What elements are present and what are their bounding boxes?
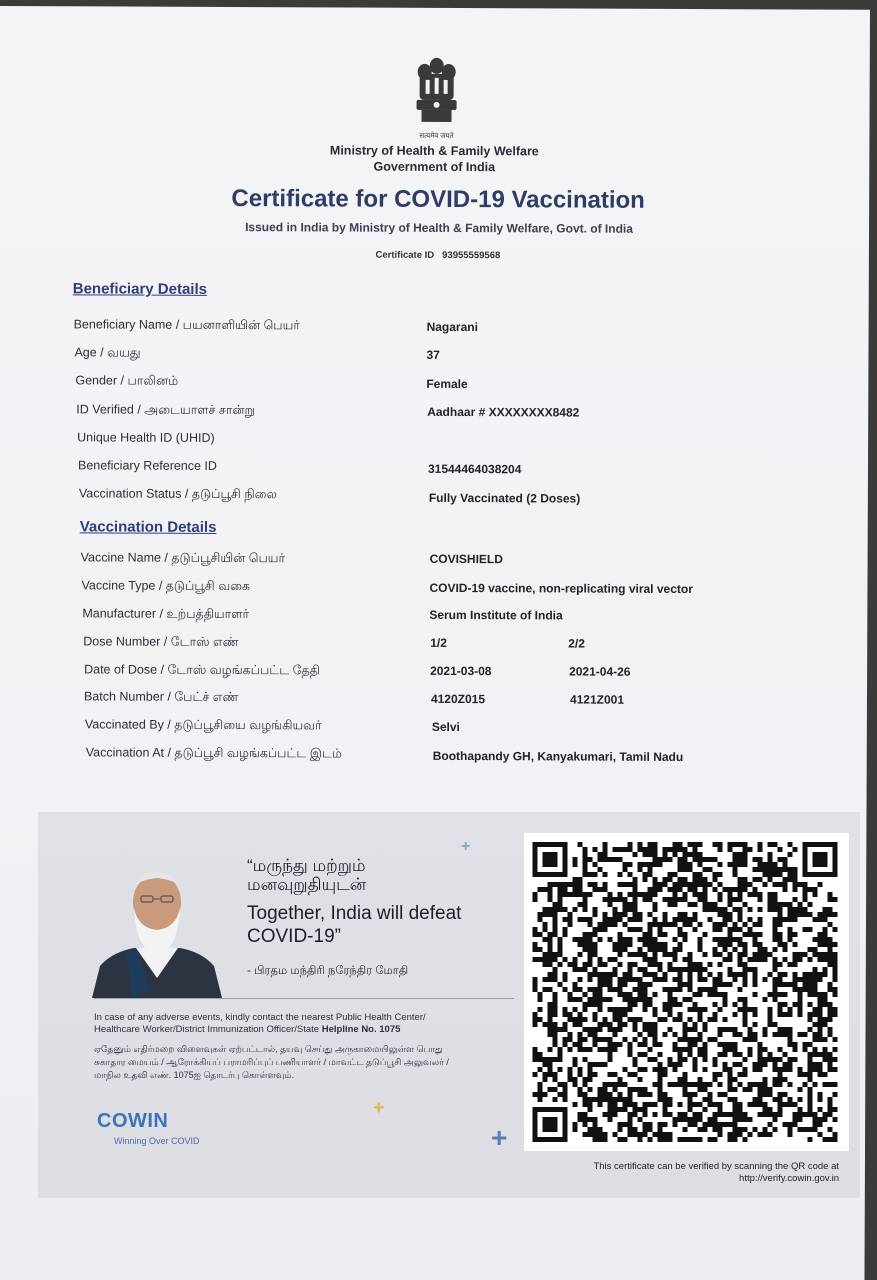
beneficiary-name-value: Nagarani — [426, 319, 478, 335]
dose-number-1-value: 1/2 — [430, 635, 447, 650]
vaccinated-by-label: Vaccinated By / தடுப்பூசியை வழங்கியவர் — [84, 717, 322, 733]
uhid-label: Unique Health ID (UHID) — [77, 430, 215, 445]
cowin-logo: COWIN — [97, 1110, 169, 1132]
plus-decoration-icon: + — [373, 1097, 385, 1119]
certificate-id — [0, 248, 877, 263]
date-of-dose-label: Date of Dose / டோஸ் வழங்கப்பட்ட தேதி — [84, 662, 320, 678]
beneficiary-name-label: Beneficiary Name / பயனாளியின் பெயர் — [73, 317, 300, 333]
verification-text: This certificate can be verified by scanning the QR code at — [593, 1161, 839, 1172]
plus-decoration-icon: + — [461, 838, 471, 855]
quote-english-line: COVID-19” — [247, 926, 341, 948]
gender-label: Gender / பாலினம் — [75, 373, 179, 388]
notice-text: Healthcare Worker/District Immunization Officer/State — [94, 1024, 322, 1036]
batch-number-1-value: 4120Z015 — [430, 691, 486, 707]
id-verified-value: Aadhaar # XXXXXXXX8482 — [427, 404, 580, 420]
helpline-number: Helpline No. 1075 — [321, 1024, 401, 1036]
plus-decoration-icon: + — [491, 1122, 508, 1153]
age-label: Age / வயது — [74, 345, 141, 360]
verification-note — [500, 1161, 839, 1185]
certificate-id-value: 93955559568 — [442, 249, 501, 262]
vaccinated-by-value: Selvi — [431, 719, 460, 735]
vaccination-at-value: Boothapandy GH, Kanyakumari, Tamil Nadu — [432, 748, 684, 764]
cowin-tagline: Winning Over COVID — [114, 1136, 200, 1146]
dose-number-label: Dose Number / டோஸ் எண் — [83, 634, 239, 650]
id-verified-label: ID Verified / அடையாளச் சான்று — [76, 402, 255, 418]
government-name: Government of India — [373, 159, 496, 175]
quote-attribution: - பிரதம மந்திரி நரேந்திர மோதி — [247, 965, 409, 977]
batch-number-label: Batch Number / பேட்ச் எண் — [83, 689, 239, 705]
age-value: 37 — [426, 347, 440, 362]
national-emblem-icon — [411, 56, 461, 142]
dose-number-2-value: 2/2 — [568, 636, 585, 651]
gender-value: Female — [426, 376, 468, 392]
vaccine-type-value: COVID-19 vaccine, non-replicating viral vector — [429, 580, 693, 597]
qr-code[interactable] — [532, 842, 838, 1142]
quote-tamil-line: “மருந்து மற்றும் — [247, 856, 366, 875]
vaccine-type-label: Vaccine Type / தடுப்பூசி வகை — [81, 578, 251, 594]
notice-line — [94, 1024, 514, 1036]
reference-id-label: Beneficiary Reference ID — [77, 458, 217, 473]
date-of-dose-1-value: 2021-03-08 — [430, 663, 492, 679]
beneficiary-details-heading: Beneficiary Details — [72, 280, 208, 298]
prime-minister-portrait — [92, 870, 222, 998]
certificate-id-label: Certificate ID — [375, 249, 435, 261]
adverse-events-notice — [94, 1012, 514, 1037]
divider — [94, 998, 514, 999]
certificate-title: Certificate for COVID-19 Vaccination — [231, 185, 645, 214]
verification-url: http://verify.cowin.gov.in — [739, 1172, 839, 1184]
quote-english — [247, 902, 507, 949]
adverse-events-notice-tamil — [94, 1043, 514, 1082]
quote-tamil-line: மனவுறுதியுடன் — [247, 875, 367, 895]
vaccine-name-value: COVISHIELD — [429, 551, 503, 567]
emblem-caption: सत्यमेव जयते — [419, 132, 454, 140]
quote-tamil — [247, 856, 507, 894]
date-of-dose-2-value: 2021-04-26 — [569, 664, 631, 679]
notice-tamil-line: ஏதேனும் எதிர்மறை விளைவுகள் ஏற்பட்டால், தயவு செய்து அருகாமையிலுள்ள பொது — [94, 1044, 443, 1054]
vaccination-at-label: Vaccination At / தடுப்பூசி வழங்கப்பட்ட இடம் — [85, 745, 343, 761]
vaccine-name-label: Vaccine Name / தடுப்பூசியின் பெயர் — [80, 550, 286, 566]
vaccination-status-label: Vaccination Status / தடுப்பூசி நிலை — [78, 486, 277, 502]
notice-line: In case of any adverse events, kindly contact the nearest Public Health Center/ — [94, 1012, 426, 1023]
manufacturer-label: Manufacturer / உற்பத்தியாளர் — [82, 606, 250, 622]
manufacturer-value: Serum Institute of India — [429, 607, 563, 623]
notice-tamil-line: மாநில உதவி எண். 1075ஐ தொடர்பு கொள்ளவும். — [94, 1070, 295, 1081]
issued-by: Issued in India by Ministry of Health & Family Welfare, Govt. of India — [245, 220, 633, 236]
quote-english-line: Together, India will defeat — [247, 903, 462, 924]
reference-id-value: 31544464038204 — [427, 461, 522, 477]
vaccination-details-heading: Vaccination Details — [79, 518, 217, 536]
vaccination-status-value: Fully Vaccinated (2 Doses) — [428, 490, 581, 506]
ministry-name: Ministry of Health & Family Welfare — [329, 143, 539, 159]
batch-number-2-value: 4121Z001 — [569, 692, 625, 707]
notice-tamil-line: சுகாதார மையம் / ஆரோக்கியப் பராமரிப்புப் பணியாளர் / மாவட்ட தடுப்பூசி அலுவலர் / — [94, 1057, 449, 1068]
